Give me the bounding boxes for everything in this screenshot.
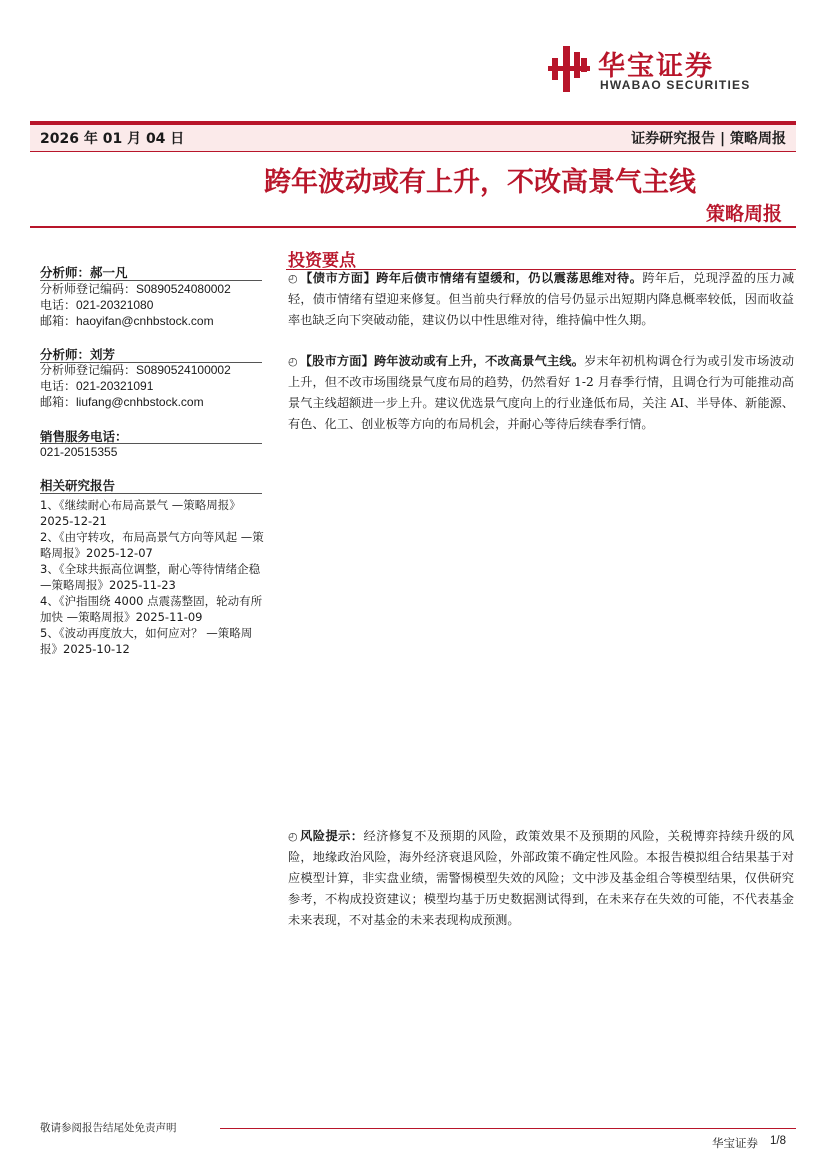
page-subtitle: 策略周报	[705, 203, 782, 225]
analyst-2-email[interactable]: 邮箱：liufang@cnhbstock.com	[40, 395, 204, 409]
risk-warning-text: 经济修复不及预期的风险，政策效果不及预期的风险，关税博弈持续升级的风险，地缘政治风险，海外经济衰退风险，外部政策不确定性风险。本报告模拟组合结果基于对应模型计算，非实盘业绩，需警惕模型失效的风险；文中涉及基金组合等模型结果，仅供研究参考，不构成投资建议；模型均基于历史数据测试得到，在未来存在失效的可能，不代表基金未来表现，不对基金的未来表现构成预测。	[288, 829, 795, 927]
analyst-2-phone: 电话：021-20321091	[40, 379, 154, 393]
header-divider	[30, 151, 796, 152]
related-reports-label: 相关研究报告	[40, 478, 116, 493]
hwabao-logo-icon	[548, 44, 592, 96]
brand-logo	[548, 44, 780, 96]
page-title: 跨年波动或有上升，不改高景气主线	[264, 167, 696, 198]
analyst-1-contact	[40, 281, 231, 329]
analyst-1-label: 分析师：郝一凡	[40, 265, 128, 280]
analyst-2-contact	[40, 362, 231, 410]
brand-name-cn: 华宝证券	[598, 51, 714, 82]
page-number: 1/8	[770, 1135, 786, 1147]
report-date: 2026 年 01 月 04 日	[40, 131, 185, 147]
related-reports-list	[40, 497, 266, 657]
analyst-1-phone: 电话：021-20321080	[40, 298, 154, 312]
sales-phone-label: 销售服务电话：	[40, 429, 128, 444]
bond-market-paragraph	[288, 268, 794, 331]
brand-name-en: HWABAO SECURITIES	[600, 78, 751, 92]
related-report-item[interactable]: 4、《沪指围绕 4000 点震荡整固，轮动有所加快 —策略周报》2025-11-09	[40, 594, 263, 624]
related-divider	[40, 493, 262, 494]
analyst-1-reg: 分析师登记编码：S0890524080002	[40, 282, 231, 296]
risk-warning-lead: 风险提示：	[299, 829, 364, 843]
stock-market-paragraph	[288, 351, 794, 435]
related-report-item[interactable]: 1、《继续耐心布局高景气 —策略周报》2025-12-21	[40, 498, 241, 528]
bond-market-text: 跨年后，兑现浮盈的压力减轻，债市情绪有望迎来修复。但当前央行释放的信号仍显示出短期内降息概率较低，因而收益率也缺乏向下突破动能，建议仍以中性思维对待，维持偏中性久期。	[288, 271, 795, 327]
analyst-2-label: 分析师：刘芳	[40, 347, 116, 362]
related-report-item[interactable]: 3、《全球共振高位调整，耐心等待情绪企稳 —策略周报》2025-11-23	[40, 562, 261, 592]
stock-market-text: 岁末年初机构调仓行为或引发市场波动上升，但不改市场围绕景气度布局的趋势，仍然看好 1-2 月春季行情，且调仓行为可能推动高景气主线超额进一步上升。建议优选景气度向上的行业逢低布局，关注 AI、半导体、新能源、有色、化工、创业板等方向的布局机会，并耐心等待后续春季行情。	[288, 354, 795, 431]
analyst-2-reg: 分析师登记编码：S0890524100002	[40, 363, 231, 377]
clock-bullet-icon: ◴	[288, 272, 298, 285]
footer-disclaimer[interactable]: 敬请参阅报告结尾处免责声明	[40, 1122, 177, 1134]
report-category: 证券研究报告 | 策略周报	[631, 131, 786, 147]
footer-divider	[220, 1128, 796, 1129]
clock-bullet-icon: ◴	[288, 355, 298, 368]
title-divider	[30, 226, 796, 228]
sales-phone: 021-20515355	[40, 445, 118, 459]
risk-warning-paragraph	[288, 826, 794, 931]
related-report-item[interactable]: 5、《波动再度放大，如何应对？ —策略周报》2025-10-12	[40, 626, 253, 656]
related-report-item[interactable]: 2、《由守转攻，布局高景气方向等风起 —策略周报》2025-12-07	[40, 530, 264, 560]
footer-brand: 华宝证券	[712, 1136, 758, 1150]
bond-market-lead: 【债市方面】跨年后债市情绪有望缓和，仍以震荡思维对待。	[299, 271, 643, 285]
analyst-1-email[interactable]: 邮箱：haoyifan@cnhbstock.com	[40, 314, 214, 328]
clock-bullet-icon: ◴	[288, 830, 298, 843]
stock-market-lead: 【股市方面】跨年波动或有上升，不改高景气主线。	[299, 354, 585, 368]
section-heading: 投资要点	[288, 251, 356, 271]
